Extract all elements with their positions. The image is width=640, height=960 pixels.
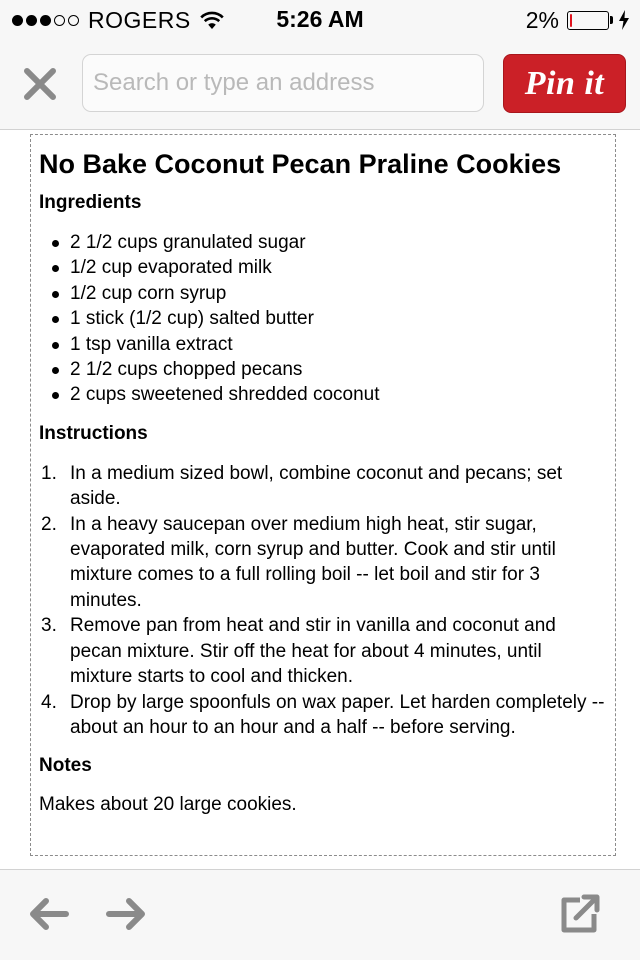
step-text: In a medium sized bowl, combine coconut and pecans; set aside. xyxy=(70,462,563,510)
share-icon[interactable] xyxy=(558,892,602,936)
step-number: 3. xyxy=(41,615,57,637)
step-text: Drop by large spoonfuls on wax paper. Let harden completely -- about an hour to an hour and a half -- before serving. xyxy=(70,691,605,738)
battery-tip xyxy=(610,16,613,24)
ingredient-item: 2 1/2 cups granulated sugar xyxy=(39,230,607,255)
ingredients-heading: Ingredients xyxy=(39,192,142,213)
ingredient-item: 1 stick (1/2 cup) salted butter xyxy=(39,306,607,331)
pin-it-button[interactable]: Pin it xyxy=(503,54,626,113)
address-search-input[interactable] xyxy=(82,54,484,112)
instructions-heading: Instructions xyxy=(39,422,148,444)
battery-percent: 2% xyxy=(525,6,559,33)
recipe-card xyxy=(30,134,616,856)
instruction-step xyxy=(39,613,607,689)
forward-arrow-icon[interactable] xyxy=(105,894,147,934)
instructions-list xyxy=(39,461,607,740)
step-number: 1. xyxy=(41,462,57,484)
instruction-step xyxy=(39,690,607,741)
notes-heading: Notes xyxy=(39,755,92,777)
bottom-toolbar xyxy=(0,869,640,960)
status-bar xyxy=(0,0,640,40)
ingredient-item: 1/2 cup corn syrup xyxy=(39,281,607,306)
carrier-name: ROGERS xyxy=(88,6,191,33)
battery-level-fill xyxy=(570,14,572,27)
back-arrow-icon[interactable] xyxy=(28,894,70,934)
battery-icon xyxy=(567,11,609,30)
charging-bolt-icon xyxy=(618,10,630,30)
ingredient-item: 2 cups sweetened shredded coconut xyxy=(39,382,607,407)
notes-text: Makes about 20 large cookies. xyxy=(39,794,297,816)
close-icon[interactable] xyxy=(20,64,60,104)
battery-area xyxy=(526,6,630,34)
recipe-title: No Bake Coconut Pecan Praline Cookies xyxy=(39,149,562,179)
step-number: 4. xyxy=(41,691,57,713)
instruction-step xyxy=(39,512,607,614)
step-text: Remove pan from heat and stir in vanilla and coconut and pecan mixture. Stir off the heat for about 4 minutes, until mixture starts to cool and thicken. xyxy=(70,615,556,688)
instruction-step xyxy=(39,461,607,512)
address-toolbar xyxy=(0,40,640,130)
step-text: In a heavy saucepan over medium high heat, stir sugar, evaporated milk, corn syrup and butter. Cook and stir until mixture comes to a full rolling boil -- let boil and stir for 3 minutes. xyxy=(70,513,556,611)
ingredient-item: 1 tsp vanilla extract xyxy=(39,332,607,357)
status-time: 5:26 AM xyxy=(276,6,364,32)
ingredient-item: 2 1/2 cups chopped pecans xyxy=(39,357,607,382)
step-number: 2. xyxy=(41,513,57,535)
ingredient-item: 1/2 cup evaporated milk xyxy=(39,255,607,280)
ingredients-list xyxy=(39,230,607,408)
